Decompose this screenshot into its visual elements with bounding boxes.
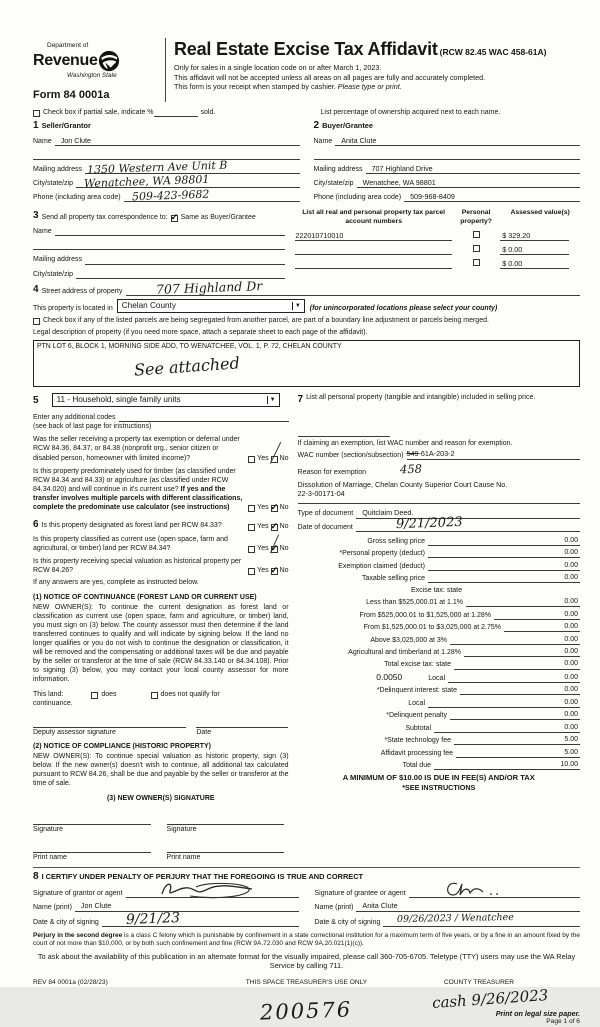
no-label: No (279, 523, 289, 530)
buyer-name-field[interactable] (335, 137, 580, 146)
assessed-value-1: $ 329.20 (502, 230, 531, 240)
use-code-dropdown-arrow-icon[interactable]: ▼ (267, 396, 278, 404)
grantee-signature-label: Signature of grantee or agent (314, 889, 406, 897)
s6-q3-text: Is this property receiving special valuation as historical property per RCW 84.26? (33, 558, 242, 575)
s6-q2-yes-checkbox[interactable] (248, 546, 255, 553)
form-title: Real Estate Excise Tax Affidavit (174, 39, 438, 59)
located-in-note: (for unincorporated locations please select your county) (309, 305, 498, 313)
tax-row-label: Total due (402, 762, 431, 770)
s6-q3-yes-checkbox[interactable] (248, 568, 255, 575)
use-code-dropdown[interactable] (52, 393, 280, 408)
s5-q2-text: Is this property predominately used for timber (as classified under RCW 84.34 and 84.33) or agriculture (as classified under RCW 84.34.020) and will continue in it's current use? If yes and the transfer involves multiple parcels with different classifications, complete the predominate use calculator (see instructions) (33, 467, 243, 511)
grantee-signature (439, 878, 519, 900)
correspondence-name-label: Name (33, 228, 52, 236)
parcel-table (295, 209, 580, 278)
tax-row-label: Total excise tax: state (384, 661, 451, 669)
additional-codes-field[interactable] (119, 413, 289, 422)
s5-q1-no-checkbox[interactable] (271, 456, 278, 463)
parcel-row (295, 241, 580, 255)
deputy-date-field[interactable] (196, 719, 288, 728)
tax-row-value: 0.00 (546, 548, 580, 558)
tax-row-value: 0.00 (546, 723, 580, 733)
grantee-name-label: Name (print) (314, 903, 354, 911)
buyer-city-field[interactable] (357, 179, 580, 188)
wac-number-field[interactable] (407, 451, 581, 460)
parcel-header-assessed: Assessed value(s) (510, 209, 570, 217)
notice2-body: NEW OWNER(S): To continue special valuation as historic property, sign (3) below. If the new owner(s) doesn't wish to continue, all additional tax calculated pursuant to RCW 84.26, shall be due and payable by the seller or transferor at the time of sale. (33, 752, 289, 788)
seller-name-field[interactable] (55, 137, 300, 146)
wac-number-value: 549-61A-203-2 (406, 449, 455, 459)
section1-number: 1 (33, 120, 39, 131)
tax-row-value: 0.00 (546, 673, 580, 683)
deputy-assessor-signature-label: Deputy assessor signature (33, 728, 116, 736)
personal-property-checkbox-1[interactable] (473, 231, 480, 238)
parcel-header-accounts: List all real and personal property tax parcel account numbers (302, 209, 446, 226)
tax-row-label: Gross selling price (367, 537, 425, 545)
land-does-not-checkbox[interactable] (151, 692, 158, 699)
header-note-1: Only for sales in a single location code on or after March 1, 2023. (174, 63, 382, 73)
tax-row-label: Less than $525,000.01 at 1.1% (366, 599, 463, 607)
segregated-label: Check box if any of the listed parcels are being segregated from another parcel, are part of a boundary line adjustment or parcels being merged. (43, 317, 489, 325)
section1-title: Seller/Grantor (41, 121, 91, 130)
legal-description-handwritten: See attached (133, 352, 241, 380)
perjury-statement: Perjury in the second degree is a class C felony which is punishable by confinement in a state correctional institution for a maximum term of five years, or by a fine in an amount fixed by the court of not more than $10,000, or by both such confinement and fine (RCW 9A.72.030 and RCW 9A.20.021(1)(c)). (33, 931, 580, 948)
tax-row-value: 0.00 (546, 597, 580, 607)
section2-title: Buyer/Grantee (322, 121, 373, 130)
no-label: No (279, 545, 289, 553)
exemption-divider (298, 503, 580, 504)
additional-codes-label: Enter any additional codes (33, 414, 116, 422)
s6-q1-yes-checkbox[interactable] (248, 524, 255, 531)
exemption-note: If claiming an exemption, list WAC number and reason for exemption. (297, 439, 513, 447)
see-instructions-note: *SEE INSTRUCTIONS (402, 783, 476, 793)
grantor-signature-field[interactable] (126, 889, 299, 898)
grantor-name-field[interactable] (75, 903, 299, 912)
new-owner-print-label-1: Print name (33, 854, 67, 862)
header-divider (165, 38, 166, 102)
seller-mailing-label: Mailing address (33, 166, 83, 174)
buyer-city-label: City/state/zip (313, 180, 354, 188)
land-does-checkbox[interactable] (91, 692, 98, 699)
seller-city-label: City/state/zip (33, 180, 74, 188)
legal-description-text: PTN LOT 6, BLOCK 1, MORNING SIDE ADD, TO WENATCHEE, VOL. 1, P. 72, CHELAN COUNTY (37, 342, 342, 350)
street-address-field[interactable] (126, 278, 581, 298)
revenue-wordmark: Revenue (33, 52, 98, 70)
department-of-label: Department of (47, 42, 89, 49)
s6-note: If any answers are yes, complete as instructed below. (33, 579, 199, 587)
no-label: No (279, 454, 289, 462)
parcel-number-value: 222010710010 (295, 230, 344, 240)
wac-handwritten-correction: 458 (399, 461, 423, 477)
tax-row-value: 0.00 (546, 647, 580, 657)
correspondence-city-field[interactable] (76, 270, 285, 279)
personal-property-list-line[interactable] (298, 428, 390, 437)
legal-description-box[interactable] (33, 340, 580, 387)
county-treasurer-label: COUNTY TREASURER (443, 978, 514, 986)
treasurer-cash-note: cash 9/26/2023 (431, 985, 549, 1012)
new-owner-signature-label-2: Signature (166, 826, 197, 834)
tax-row-value: 0.00 (546, 561, 580, 571)
seller-grantor-section (33, 119, 300, 202)
notice1-body: NEW OWNER(S): To continue the current designation as forest land or classification as current use (open space, farm and agriculture, or timber) land, you must sign on (3) below. The county assessor must then determine if the land transferred continues to qualify and will indicate by signing below. If the land no longer qualifies or you do not wish to continue the designation or classification, it will be removed and the compensating or additional taxes will be due and payable by the seller or transferor at the time of sale (RCW 84.33.140 or 84.34.108). Prior to signing (3) below, you may contact your local county assessor for more information. (33, 603, 289, 684)
deputy-date-label: Date (196, 728, 212, 736)
section4-number: 4 (33, 283, 39, 295)
wac-number-label: WAC number (section/subsection) (297, 451, 404, 459)
notice1-title: (1) NOTICE OF CONTINUANCE (FOREST LAND OR CURRENT USE) (33, 593, 257, 601)
buyer-phone-value: 509-968-8409 (410, 192, 455, 202)
seller-phone-label: Phone (including area code) (33, 194, 121, 202)
document-date-value: 9/21/2023 (395, 514, 463, 532)
tax-row-label: *Delinquent interest: state (376, 687, 457, 695)
parcel-row (295, 255, 580, 269)
county-dropdown-arrow-icon[interactable]: ▼ (292, 302, 303, 310)
tax-section-header: Excise tax: state (411, 586, 462, 594)
assessed-value-2: $ 0.00 (502, 244, 523, 254)
section8-number: 8 (33, 870, 39, 882)
buyer-name-value: Anita Clute (341, 135, 377, 145)
section5-number: 5 (33, 395, 39, 407)
correspondence-mailing-field[interactable] (85, 256, 285, 265)
alternate-format-note: To ask about the availability of this publication in an alternate format for the visually impaired, please call 360-705-6705. Teletype (TTY) users may use the WA Relay Service by calling 711. (37, 951, 576, 971)
partial-sale-checkbox[interactable] (33, 110, 40, 117)
correspondence-name2-field[interactable] (33, 241, 285, 250)
tax-row-value: 0.00 (546, 622, 580, 632)
yes-label: Yes (257, 504, 269, 511)
washington-state-label: Washington State (67, 72, 117, 80)
new-owner-print-label-2: Print name (166, 854, 201, 862)
form-number: Form 84 0001a (33, 88, 110, 101)
property-location-section (33, 278, 580, 387)
new-owner-signature-field-2[interactable] (167, 816, 285, 825)
reason-exemption-label: Reason for exemption (297, 468, 367, 476)
grantor-signature (156, 878, 266, 900)
yes-label: Yes (257, 567, 269, 575)
buyer-mailing-value: 707 Highland Drive (371, 163, 433, 173)
seller-name-value: Jon Clute (60, 135, 92, 145)
footer-bar (33, 979, 580, 1027)
exemption-reason-line2: 22-3-00171-04 (297, 489, 345, 499)
header-note-2: This affidavit will not be accepted unless all areas on all pages are fully and accurately completed. (174, 72, 486, 82)
notice2-title: (2) NOTICE OF COMPLIANCE (HISTORIC PROPERTY) (33, 742, 211, 750)
grantee-name-field[interactable] (356, 903, 580, 912)
tax-row-value: 0.00 (546, 536, 580, 546)
local-rate-value: 0.0050 (376, 671, 403, 682)
same-as-buyer-label: Same as Buyer/Grantee (180, 214, 256, 222)
rev-form-number: REV 84 0001a (02/28/23) (33, 978, 108, 986)
s5-q2-no-checkbox[interactable] (271, 505, 278, 512)
tax-row-value: 0.00 (546, 573, 580, 583)
segregated-checkbox[interactable] (33, 318, 40, 325)
grantee-date-field[interactable] (383, 912, 580, 927)
s6-q1-text: 6 Is this property designated as forest land per RCW 84.33? (33, 519, 222, 531)
tax-row-label: Local (428, 674, 445, 682)
assessed-value-field-2[interactable] (500, 246, 569, 255)
additional-codes-note: (see back of last page for instructions) (33, 423, 152, 431)
parcel-number-field-3[interactable] (295, 260, 452, 269)
certification-section (33, 867, 580, 927)
tax-row-value: 0.00 (546, 610, 580, 620)
buyer-city-value: Wenatchee, WA 98801 (362, 177, 436, 187)
yes-label: Yes (257, 545, 269, 553)
continuance-label: continuance. (33, 699, 73, 707)
tax-row-label: *Delinquent penalty (386, 712, 447, 720)
new-owner-signature-label-1: Signature (33, 826, 63, 834)
buyer-grantee-section (314, 119, 581, 202)
tax-row-value: 0.00 (546, 685, 580, 695)
s5-q2-yes-checkbox[interactable] (248, 505, 255, 512)
this-land-label: This land: (33, 690, 64, 698)
land-does-label: does (101, 690, 117, 698)
partial-sale-suffix: sold. (200, 108, 216, 116)
use-code-value: 11 - Household, single family units (56, 394, 181, 404)
form-header (33, 38, 580, 102)
document-type-field[interactable] (356, 510, 580, 519)
seller-phone-value: 509-423-9682 (131, 187, 210, 204)
tax-row-label: Agricultural and timberland at 1.28% (348, 648, 461, 656)
buyer-name-label: Name (313, 138, 333, 145)
grantee-name-value: Anita Clute (362, 901, 398, 911)
seller-name2-field[interactable] (33, 151, 300, 160)
new-owner-print-field-1[interactable] (33, 844, 151, 853)
treasurer-space-label: THIS SPACE TREASURER'S USE ONLY (245, 978, 368, 986)
street-address-value: 707 Highland Dr (155, 278, 262, 298)
document-type-value: Quitclaim Deed. (362, 508, 414, 518)
buyer-phone-field[interactable] (404, 193, 580, 202)
tax-correspondence-section (33, 209, 285, 278)
located-in-label: This property is located in (33, 305, 113, 313)
tax-row-label: Taxable selling price (361, 575, 425, 583)
ownership-note: List percentage of ownership acquired next to each name. (320, 108, 501, 116)
exemption-reason-line1: Dissolution of Marriage, Chelan County Superior Court Cause No. (297, 479, 508, 489)
tax-row-value: 0.00 (546, 659, 580, 669)
notice3-title: (3) NEW OWNER(S) SIGNATURE (106, 795, 215, 803)
parcel-header-personal: Personal property? (460, 209, 492, 226)
land-does-not-label: does not qualify for (160, 690, 220, 698)
partial-sale-label: Check box if partial sale, indicate % (43, 108, 154, 116)
tax-row-label: *Personal property (deduct) (339, 550, 425, 558)
county-dropdown[interactable] (117, 299, 305, 314)
buyer-mailing-field[interactable] (366, 165, 580, 174)
tax-row-label: From $1,525,000.01 to $3,025,000 at 2.75% (363, 624, 501, 632)
correspondence-city-label: City/state/zip (33, 270, 74, 278)
grantor-name-label: Name (print) (33, 903, 72, 911)
document-type-label: Type of document (297, 510, 354, 518)
tax-row-value: 0.00 (546, 635, 580, 645)
personal-property-checkbox-3[interactable] (473, 259, 480, 266)
document-date-label: Date of document (297, 523, 353, 531)
s6-q2-text: Is this property classified as current use (open space, farm and agricultural, or timber) land per RCW 84.34? (33, 536, 228, 553)
tax-row-value: 0.00 (546, 698, 580, 708)
assessed-value-3: $ 0.00 (502, 258, 523, 268)
tax-row-label: Affidavit processing fee (380, 749, 453, 757)
grantor-name-value: Jon Clute (80, 901, 112, 911)
county-dropdown-value: Chelan County (121, 300, 176, 310)
tax-row-value: 10.00 (546, 760, 580, 770)
parcel-number-field-2[interactable] (295, 246, 452, 255)
grantor-signature-label: Signature of grantor or agent (33, 889, 123, 897)
tax-row-value: 5.00 (546, 735, 580, 745)
grantee-date-label: Date & city of signing (314, 918, 381, 926)
header-note-3: This form is your receipt when stamped by cashier. Please type or print. (174, 82, 402, 92)
section7-number: 7 (297, 393, 304, 405)
same-as-buyer-checkbox[interactable] (171, 215, 178, 222)
new-owner-signature-field-1[interactable] (33, 816, 151, 825)
deputy-assessor-signature-field[interactable] (33, 719, 186, 728)
document-date-field[interactable] (356, 514, 580, 532)
personal-property-checkbox-2[interactable] (473, 245, 480, 252)
parcel-number-field[interactable] (295, 232, 452, 241)
tax-row-label: Exemption claimed (deduct) (338, 562, 425, 570)
no-label: No (279, 504, 289, 511)
parcel-row (295, 227, 580, 241)
agency-block (33, 38, 161, 102)
tax-row-label: Above $3,025,000 at 3% (370, 636, 447, 644)
assessed-value-field-1[interactable] (500, 232, 569, 241)
no-label: No (279, 567, 289, 575)
grantee-date-value: 09/26/2023 / Wenatchee (397, 912, 515, 926)
seller-phone-field[interactable] (124, 187, 300, 204)
tax-row-label: *State technology fee (384, 737, 451, 745)
minimum-fee-note: A MINIMUM OF $10.00 IS DUE IN FEE(S) AND/OR TAX (342, 773, 535, 783)
correspondence-name-field[interactable] (55, 227, 286, 236)
section6-number: 6 (33, 519, 39, 531)
seller-city-value: Wenatchee, WA 98801 (83, 172, 210, 191)
street-address-label: Street address of property (41, 287, 123, 295)
buyer-mailing-label: Mailing address (313, 166, 363, 174)
revenue-logo (98, 50, 120, 72)
s6-q1-no-checkbox[interactable] (271, 524, 278, 531)
form-title-rcw-ref: (RCW 82.45 WAC 458-61A) (439, 47, 547, 57)
legal-size-note: Print on legal size paper. (495, 1009, 580, 1018)
correspondence-mailing-label: Mailing address (33, 256, 83, 264)
buyer-name2-field[interactable] (314, 151, 581, 160)
section7-label: List all personal property (tangible and intangible) included in selling price. (306, 393, 536, 401)
tax-row-label: Local (408, 699, 425, 707)
personal-property-list-area[interactable] (298, 406, 580, 428)
tax-row-value: 0.00 (546, 710, 580, 720)
grantor-date-field[interactable] (102, 909, 299, 928)
section3-number: 3 (33, 210, 39, 222)
page-number: Page 1 of 6 (546, 1018, 580, 1026)
certify-statement: I CERTIFY UNDER PENALTY OF PERJURY THAT THE FOREGOING IS TRUE AND CORRECT (41, 871, 364, 881)
assessed-value-field-3[interactable] (500, 260, 569, 269)
tax-row-value: 5.00 (546, 748, 580, 758)
yes-label: Yes (257, 523, 269, 530)
excise-tax-table (298, 536, 580, 771)
s5-q1-text: Was the seller receiving a property tax exemption or deferral under RCW 84.36, 84.37, or 84.38 (nonprofit org., senior citizen or disabled person, homeowner with limited income)? (33, 436, 240, 462)
seller-name-label: Name (33, 138, 52, 145)
tax-row-label: Subtotal (405, 724, 431, 732)
grantor-date-label: Date & city of signing (33, 918, 99, 926)
treasurer-receipt-number: 200576 (259, 996, 353, 1025)
partial-sale-percent-field[interactable] (154, 108, 198, 117)
new-owner-print-field-2[interactable] (167, 844, 285, 853)
s6-q3-no-checkbox[interactable] (271, 568, 278, 575)
s5-q1-yes-checkbox[interactable] (248, 456, 255, 463)
buyer-phone-label: Phone (including area code) (313, 194, 402, 202)
seller-mailing-value: 1350 Western Ave Unit B (86, 158, 228, 177)
s6-q2-no-checkbox[interactable] (271, 546, 278, 553)
grantee-signature-field[interactable] (409, 889, 580, 898)
tax-row-label: From $525,000.01 to $1,525,000 at 1.28% (359, 611, 491, 619)
seller-city-field[interactable] (76, 172, 299, 191)
correspondence-label: Send all property tax correspondence to: (41, 214, 168, 222)
legal-description-label: Legal description of property (if you need more space, attach a separate sheet to each page of the affidavit). (33, 329, 368, 337)
section2-number: 2 (313, 120, 320, 131)
grantor-date-value: 9/21/23 (125, 909, 181, 928)
yes-label: Yes (257, 454, 269, 462)
